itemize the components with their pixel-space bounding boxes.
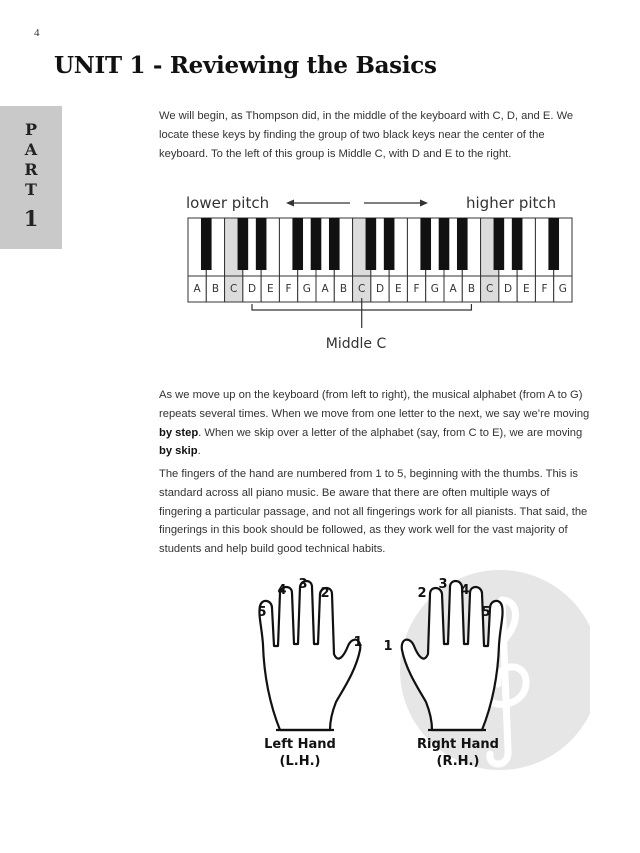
white-key-label: B [211,283,220,295]
left-finger-3: 3 [298,577,308,592]
white-key-label: B [467,283,476,295]
middle-c-label: Middle C [325,336,387,352]
right-hand-icon [402,581,503,730]
white-key-label: G [430,283,439,295]
lower-pitch-label: lower pitch [186,194,270,212]
black-key [439,218,450,270]
left-finger-2: 2 [320,586,330,601]
black-key [384,218,395,270]
white-key-label: C [486,283,494,295]
part-tab-letter: P [24,120,38,139]
alphabet-text-2: . When we skip over a letter of the alphabet (say, from C to E), we are moving [198,426,583,439]
part-tab-number: 1 [23,206,39,231]
white-key-label: D [375,283,385,295]
black-key [548,218,559,270]
alphabet-paragraph [159,386,591,461]
white-key-label: B [339,283,348,295]
by-step-term: by step [159,426,199,439]
hands-diagram [236,560,526,775]
left-finger-1: 1 [353,635,363,650]
left-finger-5: 5 [257,605,267,620]
white-key-label: F [285,283,292,295]
intro-paragraph: We will begin, as Thompson did, in the middle of the keyboard with C, D, and E. We locate these keys by finding the group of two black keys near the center of the keyboard. To the left of this group is Middle C, with D and E to the right. [159,110,574,160]
left-hand-label: Left Hand [264,737,336,752]
fingers-paragraph: The fingers of the hand are numbered from 1 to 5, beginning with the thumbs. This is standard across all piano music. Be aware that there are often multiple ways of fingering a particular passage, and not all fingerings work for all pianists. That said, the fingerings in this book should be followed, as they work well for the vast majority of students and help build good technical habits. [159,468,588,556]
black-key [292,218,303,270]
white-key-label: F [541,283,548,295]
black-key [256,218,267,270]
white-key-label: D [247,283,257,295]
white-key-label: F [413,283,420,295]
white-key-label: G [302,283,311,295]
white-key-label: A [193,283,201,295]
black-key [457,218,468,270]
part-tab-letter: A [24,140,38,159]
white-key-label: D [503,283,513,295]
left-finger-4: 4 [277,583,287,598]
right-hand-label: Right Hand [417,737,499,752]
right-finger-3: 3 [438,577,448,592]
white-key-label: C [230,283,238,295]
left-hand-abbr: (L.H.) [279,754,321,769]
right-finger-5: 5 [481,605,491,620]
higher-pitch-label: higher pitch [466,194,557,212]
keyboard-diagram [180,186,580,356]
right-finger-4: 4 [460,583,470,598]
black-key [311,218,322,270]
white-key-label: A [321,283,329,295]
black-key [420,218,431,270]
right-finger-2: 2 [417,586,427,601]
part-tab-letter: R [24,160,38,179]
right-finger-1: 1 [383,639,393,654]
black-key [512,218,523,270]
white-key-label: C [358,283,366,295]
white-key-label: G [558,283,567,295]
by-skip-term: by skip [159,445,198,458]
right-arrow-icon [364,200,428,207]
black-key [238,218,249,270]
unit-title: UNIT 1 - Reviewing the Basics [54,52,437,79]
part-tab-letter: T [25,180,37,199]
part-tab [0,106,62,249]
alphabet-text-1: As we move up on the keyboard (from left to right), the musical alphabet (from A to G) repeats several times. When we move from one letter to the next, we say we’re moving [159,389,590,420]
white-key-label: E [266,283,274,295]
black-key [201,218,212,270]
black-key [329,218,340,270]
left-arrow-icon [286,200,350,207]
black-key [494,218,505,270]
white-key-label: E [394,283,402,295]
left-hand-icon [259,581,363,730]
alphabet-text-3: . [197,445,201,458]
page-number: 4 [34,27,40,39]
white-key-label: A [449,283,457,295]
white-key-label: E [522,283,530,295]
right-hand-abbr: (R.H.) [436,754,480,769]
black-key [366,218,377,270]
